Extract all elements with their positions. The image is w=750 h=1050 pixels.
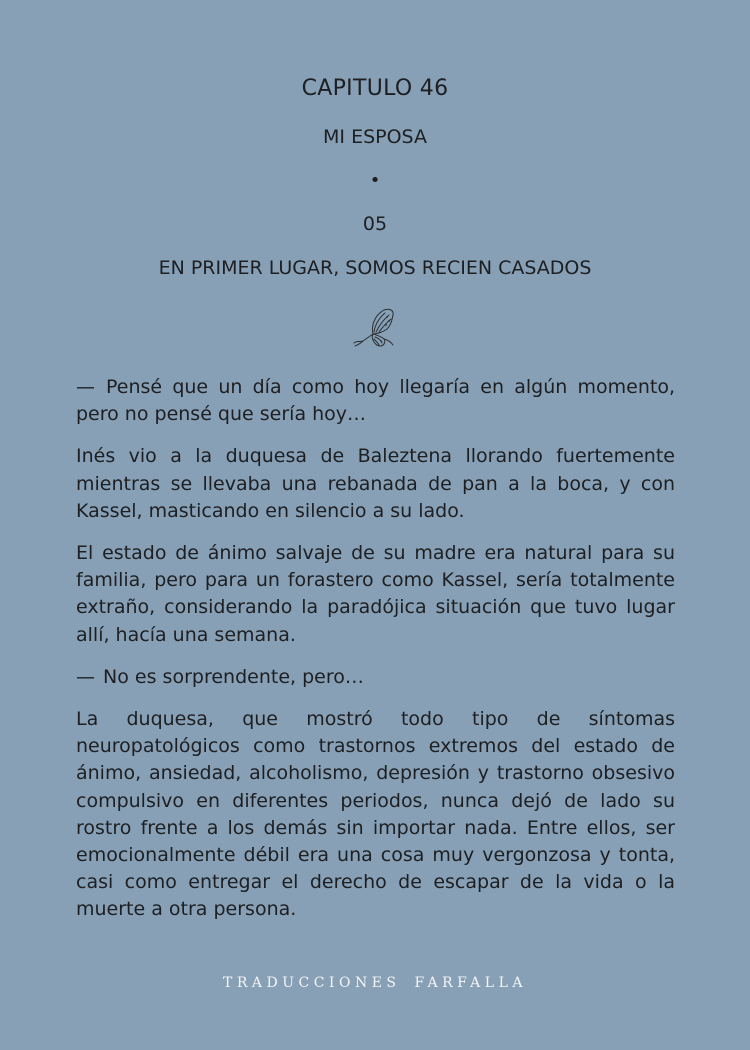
paragraph-text: El estado de ánimo salvaje de su madre era natural para su familia, pero para un forastero como Kassel, sería totalmente extraño, considerando la paradójica situación que tuvo lugar allí, hacía una semana. [76,542,675,646]
paragraph-3 [76,540,675,649]
paragraph-5 [76,706,675,924]
dialogue-dash: — [76,665,95,688]
chapter-body [76,374,675,939]
credit-word-1: TRADUCCIONES [223,975,401,991]
paragraph-text: Pensé que un día como hoy llegaría en algún momento, pero no pensé que sería hoy… [76,376,675,426]
paragraph-1 [76,374,675,428]
paragraph-text: No es sorprendente, pero… [103,665,364,688]
translator-credit [0,975,750,991]
paragraph-4 [76,664,675,691]
paragraph-text: La duquesa, que mostró todo tipo de síntomas neuropatológicos como trastornos extremos del estado de ánimo, ansiedad, alcoholismo, depresión y trastorno obsesivo compulsivo en diferentes periodos, nunca dejó de lado su rostro frente a los demás sin importar nada. Entre ellos, ser emocionalmente débil era una cosa muy vergonzosa y tonta, casi como entregar el derecho de escapar de la vida o la muerte a otra persona. [76,708,675,921]
dialogue-dash: — [76,376,95,398]
butterfly-icon [351,307,397,349]
separator-dot: • [369,170,381,191]
chapter-title: CAPITULO 46 [301,76,449,101]
section-number: 05 [362,213,388,235]
paragraph-text: Inés vio a la duquesa de Baleztena llorando fuertemente mientras se llevaba una rebanada de pan a la boca, y con Kassel, masticando en silencio a su lado. [76,445,675,522]
chapter-subtitle: MI ESPOSA [323,126,427,148]
credit-word-2: FARFALLA [414,975,527,991]
paragraph-2 [76,443,675,525]
section-title: EN PRIMER LUGAR, SOMOS RECIEN CASADOS [158,257,592,279]
